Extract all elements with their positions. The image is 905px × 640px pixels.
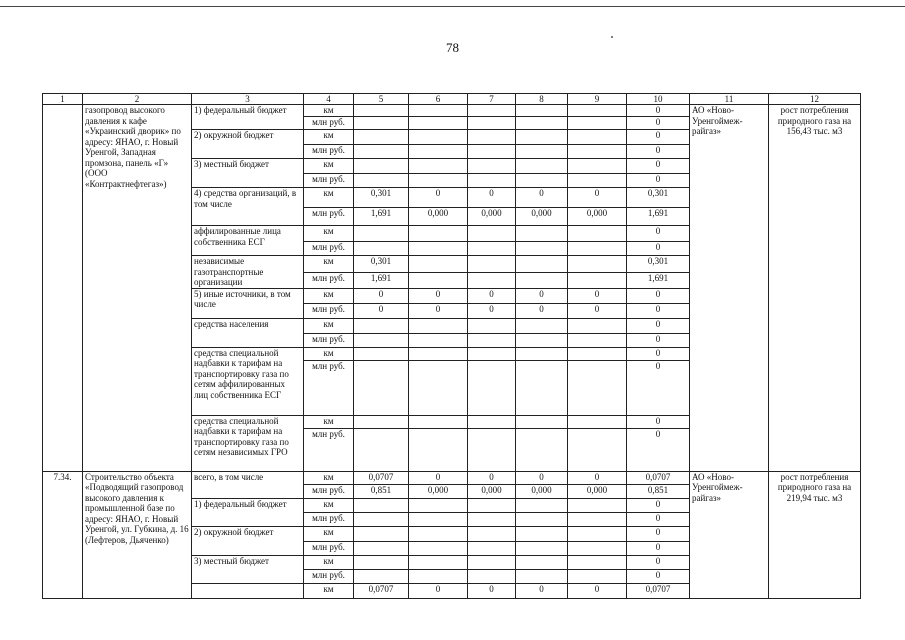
value-cell-col-9 bbox=[568, 105, 627, 117]
value-cell-col-8 bbox=[516, 498, 568, 512]
value-cell-col-8 bbox=[516, 145, 568, 159]
value-cell-col-7 bbox=[468, 174, 516, 188]
value-cell-col-8 bbox=[516, 541, 568, 555]
value-cell-col-10: 0 bbox=[627, 428, 690, 471]
value-cell-col-7 bbox=[468, 498, 516, 512]
value-cell-col-7 bbox=[468, 117, 516, 130]
value-cell-col-10: 0 bbox=[627, 347, 690, 360]
value-cell-col-6 bbox=[409, 498, 468, 512]
unit-cell: км bbox=[304, 498, 354, 512]
value-cell-col-5: 0 bbox=[354, 303, 409, 318]
value-cell-col-8 bbox=[516, 130, 568, 145]
value-cell-col-8: 0,000 bbox=[516, 484, 568, 498]
value-cell-col-9: 0,000 bbox=[568, 208, 627, 226]
column-header-11: 11 bbox=[690, 94, 769, 105]
value-cell-col-9 bbox=[568, 498, 627, 512]
value-cell-col-5 bbox=[354, 242, 409, 256]
unit-cell: млн руб. bbox=[304, 117, 354, 130]
unit-cell: км bbox=[304, 347, 354, 360]
unit-cell: млн руб. bbox=[304, 512, 354, 526]
value-cell-col-8 bbox=[516, 318, 568, 333]
value-cell-col-10: 0 bbox=[627, 242, 690, 256]
value-cell-col-8 bbox=[516, 117, 568, 130]
value-cell-col-9 bbox=[568, 174, 627, 188]
project_a-row bbox=[43, 105, 861, 117]
unit-cell: млн руб. bbox=[304, 145, 354, 159]
value-cell-col-7: 0,000 bbox=[468, 208, 516, 226]
funding-source-label: 2) окружной бюджет bbox=[192, 130, 304, 159]
project_b-name-cell: Строительство объекта «Подводящий газопровод высокого давления к промышленной базе по адресу: ЯНАО, г. Новый Уренгой, ул. Губкина, д. 16 (Лефтеров, Дьяченко) bbox=[83, 471, 192, 598]
value-cell-col-5: 0,301 bbox=[354, 188, 409, 208]
value-cell-col-8 bbox=[516, 526, 568, 541]
value-cell-col-9 bbox=[568, 569, 627, 583]
value-cell-col-7 bbox=[468, 512, 516, 526]
funding-source-label: 1) федеральный бюджет bbox=[192, 498, 304, 526]
value-cell-col-10: 1,691 bbox=[627, 208, 690, 226]
unit-cell: км bbox=[304, 415, 354, 428]
top-rule bbox=[0, 6, 905, 7]
value-cell-col-6 bbox=[409, 415, 468, 428]
value-cell-col-7 bbox=[468, 360, 516, 415]
value-cell-col-10: 0 bbox=[627, 333, 690, 347]
value-cell-col-10: 0 bbox=[627, 415, 690, 428]
value-cell-col-8 bbox=[516, 347, 568, 360]
value-cell-col-6 bbox=[409, 360, 468, 415]
funding-source-label: 3) местный бюджет bbox=[192, 159, 304, 188]
value-cell-col-10: 0,301 bbox=[627, 256, 690, 273]
value-cell-col-9 bbox=[568, 526, 627, 541]
unit-cell: млн руб. bbox=[304, 333, 354, 347]
value-cell-col-5 bbox=[354, 333, 409, 347]
column-header-8: 8 bbox=[516, 94, 568, 105]
value-cell-col-10: 0 bbox=[627, 226, 690, 242]
value-cell-col-8 bbox=[516, 555, 568, 569]
value-cell-col-8 bbox=[516, 272, 568, 288]
unit-cell: млн руб. bbox=[304, 484, 354, 498]
value-cell-col-7 bbox=[468, 145, 516, 159]
value-cell-col-7 bbox=[468, 333, 516, 347]
value-cell-col-8 bbox=[516, 415, 568, 428]
value-cell-col-7 bbox=[468, 130, 516, 145]
value-cell-col-10: 0 bbox=[627, 318, 690, 333]
value-cell-col-6 bbox=[409, 130, 468, 145]
funding-source-label: 3) местный бюджет bbox=[192, 555, 304, 583]
unit-cell: км bbox=[304, 105, 354, 117]
value-cell-col-8: 0 bbox=[516, 288, 568, 303]
value-cell-col-6 bbox=[409, 117, 468, 130]
value-cell-col-5 bbox=[354, 360, 409, 415]
value-cell-col-10: 0 bbox=[627, 555, 690, 569]
funding-source-label: средства специальной надбавки к тарифам на транспортировку газа по сетям аффилированных лиц собственника ЕСГ bbox=[192, 347, 304, 415]
funding-source-label: средства специальной надбавки к тарифам на транспортировку газа по сетям независимых ГРО bbox=[192, 415, 304, 471]
unit-cell: км bbox=[304, 526, 354, 541]
value-cell-col-10: 0,0707 bbox=[627, 583, 690, 598]
value-cell-col-9 bbox=[568, 272, 627, 288]
value-cell-col-5: 1,691 bbox=[354, 208, 409, 226]
value-cell-col-9 bbox=[568, 512, 627, 526]
value-cell-col-10: 0 bbox=[627, 117, 690, 130]
scan-speck bbox=[611, 36, 613, 38]
value-cell-col-9 bbox=[568, 318, 627, 333]
value-cell-col-7: 0 bbox=[468, 303, 516, 318]
table-body bbox=[43, 94, 861, 599]
value-cell-col-8 bbox=[516, 512, 568, 526]
column-header-5: 5 bbox=[354, 94, 409, 105]
value-cell-col-6 bbox=[409, 347, 468, 360]
value-cell-col-10: 0 bbox=[627, 130, 690, 145]
value-cell-col-9 bbox=[568, 242, 627, 256]
value-cell-col-6 bbox=[409, 569, 468, 583]
value-cell-col-5 bbox=[354, 318, 409, 333]
value-cell-col-7 bbox=[468, 541, 516, 555]
value-cell-col-8: 0 bbox=[516, 303, 568, 318]
project_a-executor-cell: АО «Ново-Уренгоймеж-райгаз» bbox=[690, 105, 769, 472]
column-header-row bbox=[43, 94, 861, 105]
unit-cell: млн руб. bbox=[304, 272, 354, 288]
value-cell-col-9 bbox=[568, 226, 627, 242]
value-cell-col-5: 1,691 bbox=[354, 272, 409, 288]
funding-source-label: всего, в том числе bbox=[192, 471, 304, 498]
project_b-number-cell: 7.34. bbox=[43, 471, 83, 598]
project_a-name-cell: газопровод высокого давления к кафе «Украинский дворик» по адресу: ЯНАО, г. Новый Уренгой, Западная промзона, панель «Г» (ООО «Контрактнефтегаз») bbox=[83, 105, 192, 472]
funding-source-label: средства населения bbox=[192, 318, 304, 347]
value-cell-col-9 bbox=[568, 555, 627, 569]
column-header-3: 3 bbox=[192, 94, 304, 105]
value-cell-col-7 bbox=[468, 256, 516, 273]
value-cell-col-10: 0 bbox=[627, 105, 690, 117]
data-table bbox=[42, 93, 861, 599]
column-header-2: 2 bbox=[83, 94, 192, 105]
value-cell-col-10: 0 bbox=[627, 498, 690, 512]
value-cell-col-7 bbox=[468, 415, 516, 428]
unit-cell: млн руб. bbox=[304, 360, 354, 415]
column-header-4: 4 bbox=[304, 94, 354, 105]
value-cell-col-9: 0 bbox=[568, 188, 627, 208]
value-cell-col-9 bbox=[568, 428, 627, 471]
column-header-7: 7 bbox=[468, 94, 516, 105]
value-cell-col-6 bbox=[409, 105, 468, 117]
unit-cell: км bbox=[304, 288, 354, 303]
value-cell-col-5 bbox=[354, 347, 409, 360]
value-cell-col-8 bbox=[516, 256, 568, 273]
value-cell-col-10: 0 bbox=[627, 145, 690, 159]
value-cell-col-7 bbox=[468, 318, 516, 333]
value-cell-col-7 bbox=[468, 347, 516, 360]
column-header-12: 12 bbox=[769, 94, 861, 105]
value-cell-col-10: 0 bbox=[627, 360, 690, 415]
funding-source-label: 1) федеральный бюджет bbox=[192, 105, 304, 130]
value-cell-col-10: 0 bbox=[627, 288, 690, 303]
value-cell-col-8 bbox=[516, 105, 568, 117]
value-cell-col-10: 1,691 bbox=[627, 272, 690, 288]
project_b-row bbox=[43, 471, 861, 484]
value-cell-col-5 bbox=[354, 526, 409, 541]
value-cell-col-7 bbox=[468, 555, 516, 569]
unit-cell: млн руб. bbox=[304, 541, 354, 555]
value-cell-col-9 bbox=[568, 130, 627, 145]
value-cell-col-7: 0 bbox=[468, 188, 516, 208]
value-cell-col-6 bbox=[409, 226, 468, 242]
value-cell-col-5: 0,0707 bbox=[354, 583, 409, 598]
funding-source-label: 5) иные источники, в том числе bbox=[192, 288, 304, 318]
value-cell-col-9 bbox=[568, 541, 627, 555]
value-cell-col-8 bbox=[516, 360, 568, 415]
value-cell-col-8 bbox=[516, 174, 568, 188]
value-cell-col-8 bbox=[516, 159, 568, 174]
unit-cell: км bbox=[304, 471, 354, 484]
value-cell-col-8: 0 bbox=[516, 188, 568, 208]
unit-cell: км bbox=[304, 583, 354, 598]
funding-source-label: аффилированные лица собственника ЕСГ bbox=[192, 226, 304, 256]
value-cell-col-8 bbox=[516, 428, 568, 471]
value-cell-col-7: 0 bbox=[468, 288, 516, 303]
unit-cell: млн руб. bbox=[304, 428, 354, 471]
value-cell-col-7 bbox=[468, 226, 516, 242]
value-cell-col-6 bbox=[409, 174, 468, 188]
value-cell-col-8 bbox=[516, 569, 568, 583]
column-header-1: 1 bbox=[43, 94, 83, 105]
value-cell-col-5 bbox=[354, 415, 409, 428]
value-cell-col-6 bbox=[409, 428, 468, 471]
value-cell-col-6 bbox=[409, 242, 468, 256]
value-cell-col-6: 0 bbox=[409, 288, 468, 303]
value-cell-col-6: 0,000 bbox=[409, 484, 468, 498]
unit-cell: км bbox=[304, 159, 354, 174]
column-header-6: 6 bbox=[409, 94, 468, 105]
value-cell-col-10: 0 bbox=[627, 512, 690, 526]
value-cell-col-9: 0 bbox=[568, 303, 627, 318]
value-cell-col-10: 0,851 bbox=[627, 484, 690, 498]
value-cell-col-10: 0 bbox=[627, 303, 690, 318]
column-header-9: 9 bbox=[568, 94, 627, 105]
unit-cell: км bbox=[304, 130, 354, 145]
value-cell-col-6 bbox=[409, 159, 468, 174]
unit-cell: км bbox=[304, 555, 354, 569]
value-cell-col-6: 0 bbox=[409, 583, 468, 598]
value-cell-col-10: 0 bbox=[627, 569, 690, 583]
value-cell-col-8 bbox=[516, 226, 568, 242]
value-cell-col-5 bbox=[354, 555, 409, 569]
value-cell-col-8: 0,000 bbox=[516, 208, 568, 226]
value-cell-col-5: 0 bbox=[354, 288, 409, 303]
value-cell-col-7 bbox=[468, 569, 516, 583]
funding-source-label: 4) средства организаций, в том числе bbox=[192, 188, 304, 226]
value-cell-col-5 bbox=[354, 428, 409, 471]
unit-cell: млн руб. bbox=[304, 569, 354, 583]
value-cell-col-5 bbox=[354, 174, 409, 188]
value-cell-col-9 bbox=[568, 117, 627, 130]
value-cell-col-7 bbox=[468, 526, 516, 541]
value-cell-col-6 bbox=[409, 541, 468, 555]
value-cell-col-8: 0 bbox=[516, 471, 568, 484]
value-cell-col-6: 0,000 bbox=[409, 208, 468, 226]
value-cell-col-5 bbox=[354, 145, 409, 159]
project_b-effect-cell: рост потребления природного газа на 219,94 тыс. м3 bbox=[769, 471, 861, 598]
value-cell-col-10: 0,301 bbox=[627, 188, 690, 208]
value-cell-col-9 bbox=[568, 347, 627, 360]
value-cell-col-5 bbox=[354, 159, 409, 174]
unit-cell: млн руб. bbox=[304, 208, 354, 226]
funding-source-label: 2) окружной бюджет bbox=[192, 526, 304, 555]
funding-source-label: независимые газотранспортные организации bbox=[192, 256, 304, 289]
value-cell-col-9 bbox=[568, 145, 627, 159]
value-cell-col-5 bbox=[354, 226, 409, 242]
value-cell-col-9 bbox=[568, 333, 627, 347]
value-cell-col-9: 0 bbox=[568, 583, 627, 598]
value-cell-col-5: 0,851 bbox=[354, 484, 409, 498]
unit-cell: км bbox=[304, 256, 354, 273]
value-cell-col-6 bbox=[409, 333, 468, 347]
value-cell-col-8: 0 bbox=[516, 583, 568, 598]
unit-cell: км bbox=[304, 226, 354, 242]
value-cell-col-9: 0 bbox=[568, 471, 627, 484]
page-number: 78 bbox=[446, 40, 459, 55]
value-cell-col-9 bbox=[568, 360, 627, 415]
project_b-executor-cell: АО «Ново-Уренгоймеж-райгаз» bbox=[690, 471, 769, 598]
value-cell-col-6: 0 bbox=[409, 303, 468, 318]
value-cell-col-6 bbox=[409, 256, 468, 273]
value-cell-col-10: 0 bbox=[627, 526, 690, 541]
value-cell-col-5 bbox=[354, 130, 409, 145]
value-cell-col-7: 0 bbox=[468, 583, 516, 598]
value-cell-col-10: 0 bbox=[627, 159, 690, 174]
value-cell-col-7 bbox=[468, 428, 516, 471]
value-cell-col-7: 0,000 bbox=[468, 484, 516, 498]
value-cell-col-6: 0 bbox=[409, 188, 468, 208]
value-cell-col-6: 0 bbox=[409, 471, 468, 484]
unit-cell: млн руб. bbox=[304, 174, 354, 188]
value-cell-col-8 bbox=[516, 333, 568, 347]
value-cell-col-5: 0,301 bbox=[354, 256, 409, 273]
column-header-10: 10 bbox=[627, 94, 690, 105]
value-cell-col-9 bbox=[568, 256, 627, 273]
value-cell-col-5: 0,0707 bbox=[354, 471, 409, 484]
value-cell-col-10: 0 bbox=[627, 174, 690, 188]
project_a-number-cell bbox=[43, 105, 83, 472]
value-cell-col-6 bbox=[409, 145, 468, 159]
unit-cell: млн руб. bbox=[304, 303, 354, 318]
value-cell-col-8 bbox=[516, 242, 568, 256]
funding-source-label bbox=[192, 583, 304, 598]
value-cell-col-9: 0,000 bbox=[568, 484, 627, 498]
value-cell-col-9: 0 bbox=[568, 288, 627, 303]
value-cell-col-6 bbox=[409, 526, 468, 541]
value-cell-col-7 bbox=[468, 242, 516, 256]
value-cell-col-9 bbox=[568, 415, 627, 428]
value-cell-col-5 bbox=[354, 541, 409, 555]
value-cell-col-5 bbox=[354, 498, 409, 512]
value-cell-col-6 bbox=[409, 272, 468, 288]
value-cell-col-7: 0 bbox=[468, 471, 516, 484]
value-cell-col-5 bbox=[354, 105, 409, 117]
unit-cell: млн руб. bbox=[304, 242, 354, 256]
unit-cell: км bbox=[304, 318, 354, 333]
value-cell-col-5 bbox=[354, 512, 409, 526]
value-cell-col-6 bbox=[409, 555, 468, 569]
project_a-effect-cell: рост потребления природного газа на 156,43 тыс. м3 bbox=[769, 105, 861, 472]
value-cell-col-5 bbox=[354, 117, 409, 130]
value-cell-col-6 bbox=[409, 318, 468, 333]
value-cell-col-10: 0,0707 bbox=[627, 471, 690, 484]
value-cell-col-9 bbox=[568, 159, 627, 174]
value-cell-col-7 bbox=[468, 159, 516, 174]
unit-cell: км bbox=[304, 188, 354, 208]
value-cell-col-7 bbox=[468, 272, 516, 288]
value-cell-col-5 bbox=[354, 569, 409, 583]
value-cell-col-10: 0 bbox=[627, 541, 690, 555]
value-cell-col-6 bbox=[409, 512, 468, 526]
value-cell-col-7 bbox=[468, 105, 516, 117]
